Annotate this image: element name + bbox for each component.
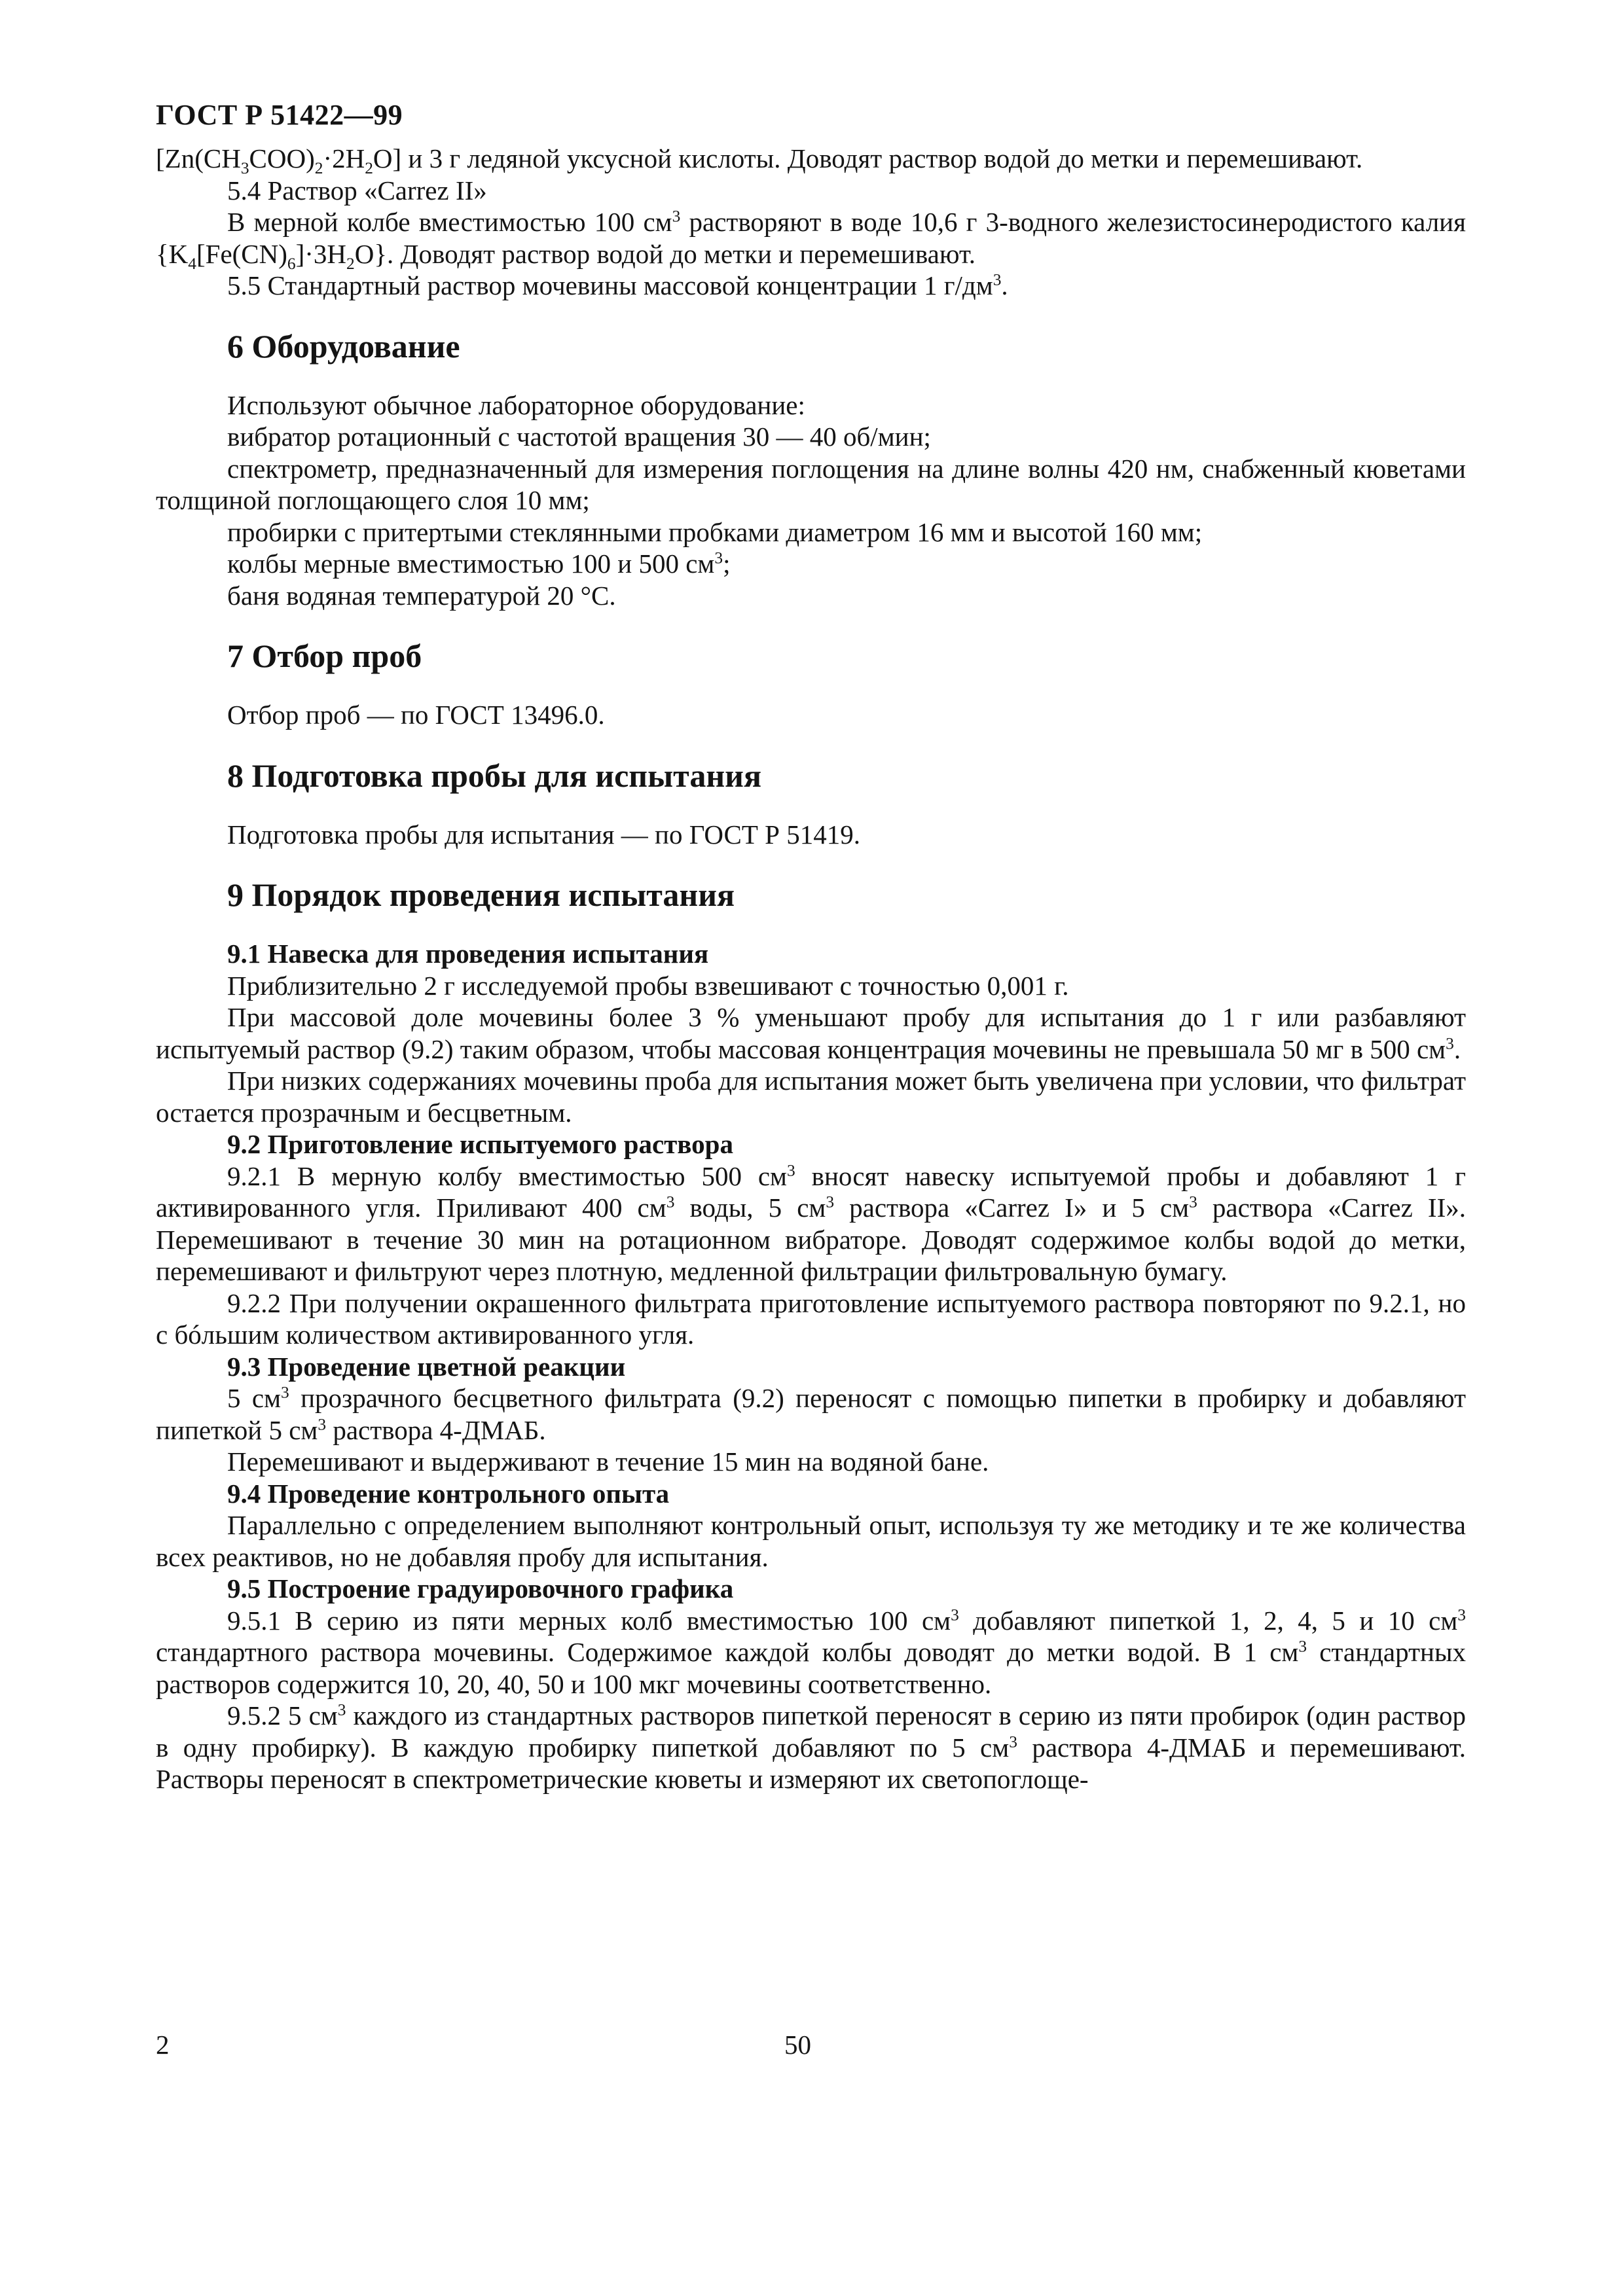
page-number: 2	[156, 2030, 170, 2060]
paragraph-zinc-acetate: $[Zn(CH_3COO)_2\cdot 2H_2O]$ и 3 г ледяной уксусной кислоты. Доводят раствор водой до метки и перемешивают.	[156, 143, 1363, 178]
document-code-header: ГОСТ Р 51422—99	[156, 99, 403, 131]
section-7-text: Отбор проб — по ГОСТ 13496.0.	[227, 700, 605, 730]
clause-9-5-2: 9.5.2 5 $см^3$ каждого из стандартных растворов пипеткой переносят в серию из пяти пробирок (один раствор в одну пробирку). В каждую пробирку пипеткой добавляют по 5 $см^3$ раствора 4-ДМАБ и перемешивают. Растворы переносят в спектрометрические кюветы и измеряют их светопоглоще-	[156, 1700, 1466, 1794]
clause-9-3-p1: 5 $см^3$ прозрачного бесцветного фильтрата (9.2) переносят с помощью пипетки в пробирку и добавляют пипеткой 5 $см^3$ раствора 4-ДМАБ.	[156, 1383, 1466, 1445]
clause-9-2-title: 9.2 Приготовление испытуемого раствора	[227, 1129, 733, 1159]
clause-9-1-p1: Приблизительно 2 г исследуемой пробы взвешивают с точностью 0,001 г.	[227, 970, 1069, 1001]
equipment-flasks: колбы мерные вместимостью 100 и 500 $см^3$;	[227, 548, 731, 579]
section-6-heading: 6 Оборудование	[227, 327, 460, 365]
clause-9-3-p2: Перемешивают и выдерживают в течение 15 мин на водяной бане.	[227, 1446, 989, 1477]
clause-9-2-2: 9.2.2 При получении окрашенного фильтрата приготовление испытуемого раствора повторяют по 9.2.1, но с бóльшим количеством активированного угля.	[156, 1287, 1466, 1350]
document-page	[156, 98, 1466, 1795]
clause-9-1-title: 9.1 Навеска для проведения испытания	[227, 939, 709, 969]
equipment-vibrator: вибратор ротационный с частотой вращения 30 — 40 об/мин;	[227, 422, 931, 452]
equipment-water-bath: баня водяная температурой 20 °С.	[227, 580, 616, 611]
equipment-intro: Используют обычное лабораторное оборудование:	[227, 389, 805, 420]
equipment-spectrometer: спектрометр, предназначенный для измерения поглощения на длине волны 420 нм, снабженный кюветами толщиной поглощающего слоя 10 мм;	[156, 453, 1466, 515]
section-7-heading: 7 Отбор проб	[227, 637, 422, 674]
center-number: 50	[784, 2030, 811, 2060]
section-8-heading: 8 Подготовка пробы для испытания	[227, 757, 761, 794]
clause-9-4-title: 9.4 Проведение контрольного опыта	[227, 1478, 670, 1509]
section-8-text: Подготовка пробы для испытания — по ГОСТ Р 51419.	[227, 819, 860, 850]
equipment-test-tubes: пробирки с притертыми стеклянными пробками диаметром 16 мм и высотой 160 мм;	[227, 516, 1203, 547]
clause-9-2-1: 9.2.1 В мерную колбу вместимостью 500 $см^3$ вносят навеску испытуемой пробы и добавляют 1 г активированного угля. Приливают 400 $см^3$ воды, 5 $см^3$ раствора «Carrez I» и 5 $см^3$ раствора «Carrez II». Перемешивают в течение 30 мин на ротационном вибраторе. Доводят содержимое колбы водой до метки, перемешивают и фильтруют через плотную, медленной фильтрации фильтровальную бумагу.	[156, 1160, 1466, 1286]
clause-5-5: 5.5 Стандартный раствор мочевины массовой концентрации 1 $г/дм^3$.	[227, 270, 1008, 300]
clause-9-5-1: 9.5.1 В серию из пяти мерных колб вместимостью 100 $см^3$ добавляют пипеткой 1, 2, 4, 5 и 10 $см^3$ стандартного раствора мочевины. Содержимое каждой колбы доводят до метки водой. В 1 $см^3$ стандартных растворов содержится 10, 20, 40, 50 и 100 мкг мочевины соответственно.	[156, 1605, 1466, 1699]
section-9-heading: 9 Порядок проведения испытания	[227, 876, 735, 913]
clause-5-4-text: В мерной колбе вместимостью 100 $см^3$ растворяют в воде 10,6 г 3-водного железистосинеродистого калия $\{K_4[Fe(CN)_6]\cdot 3H_2O\}$. Доводят раствор водой до метки и перемешивают.	[156, 207, 1466, 273]
clause-9-1-p2: При массовой доле мочевины более 3 % уменьшают пробу для испытания до 1 г или разбавляют испытуемый раствор (9.2) таким образом, чтобы массовая концентрация мочевины не превышала 50 мг в 500 $см^3$.	[156, 1002, 1466, 1064]
clause-9-3-title: 9.3 Проведение цветной реакции	[227, 1351, 626, 1382]
clause-9-1-p3: При низких содержаниях мочевины проба для испытания может быть увеличена при условии, что фильтрат остается прозрачным и бесцветным.	[156, 1066, 1466, 1128]
clause-9-4-p1: Параллельно с определением выполняют контрольный опыт, используя ту же методику и те же количества всех реактивов, но не добавляя пробу для испытания.	[156, 1510, 1466, 1572]
clause-5-4-title: 5.4 Раствор «Carrez II»	[227, 175, 487, 206]
clause-9-5-title: 9.5 Построение градуировочного графика	[227, 1573, 734, 1604]
